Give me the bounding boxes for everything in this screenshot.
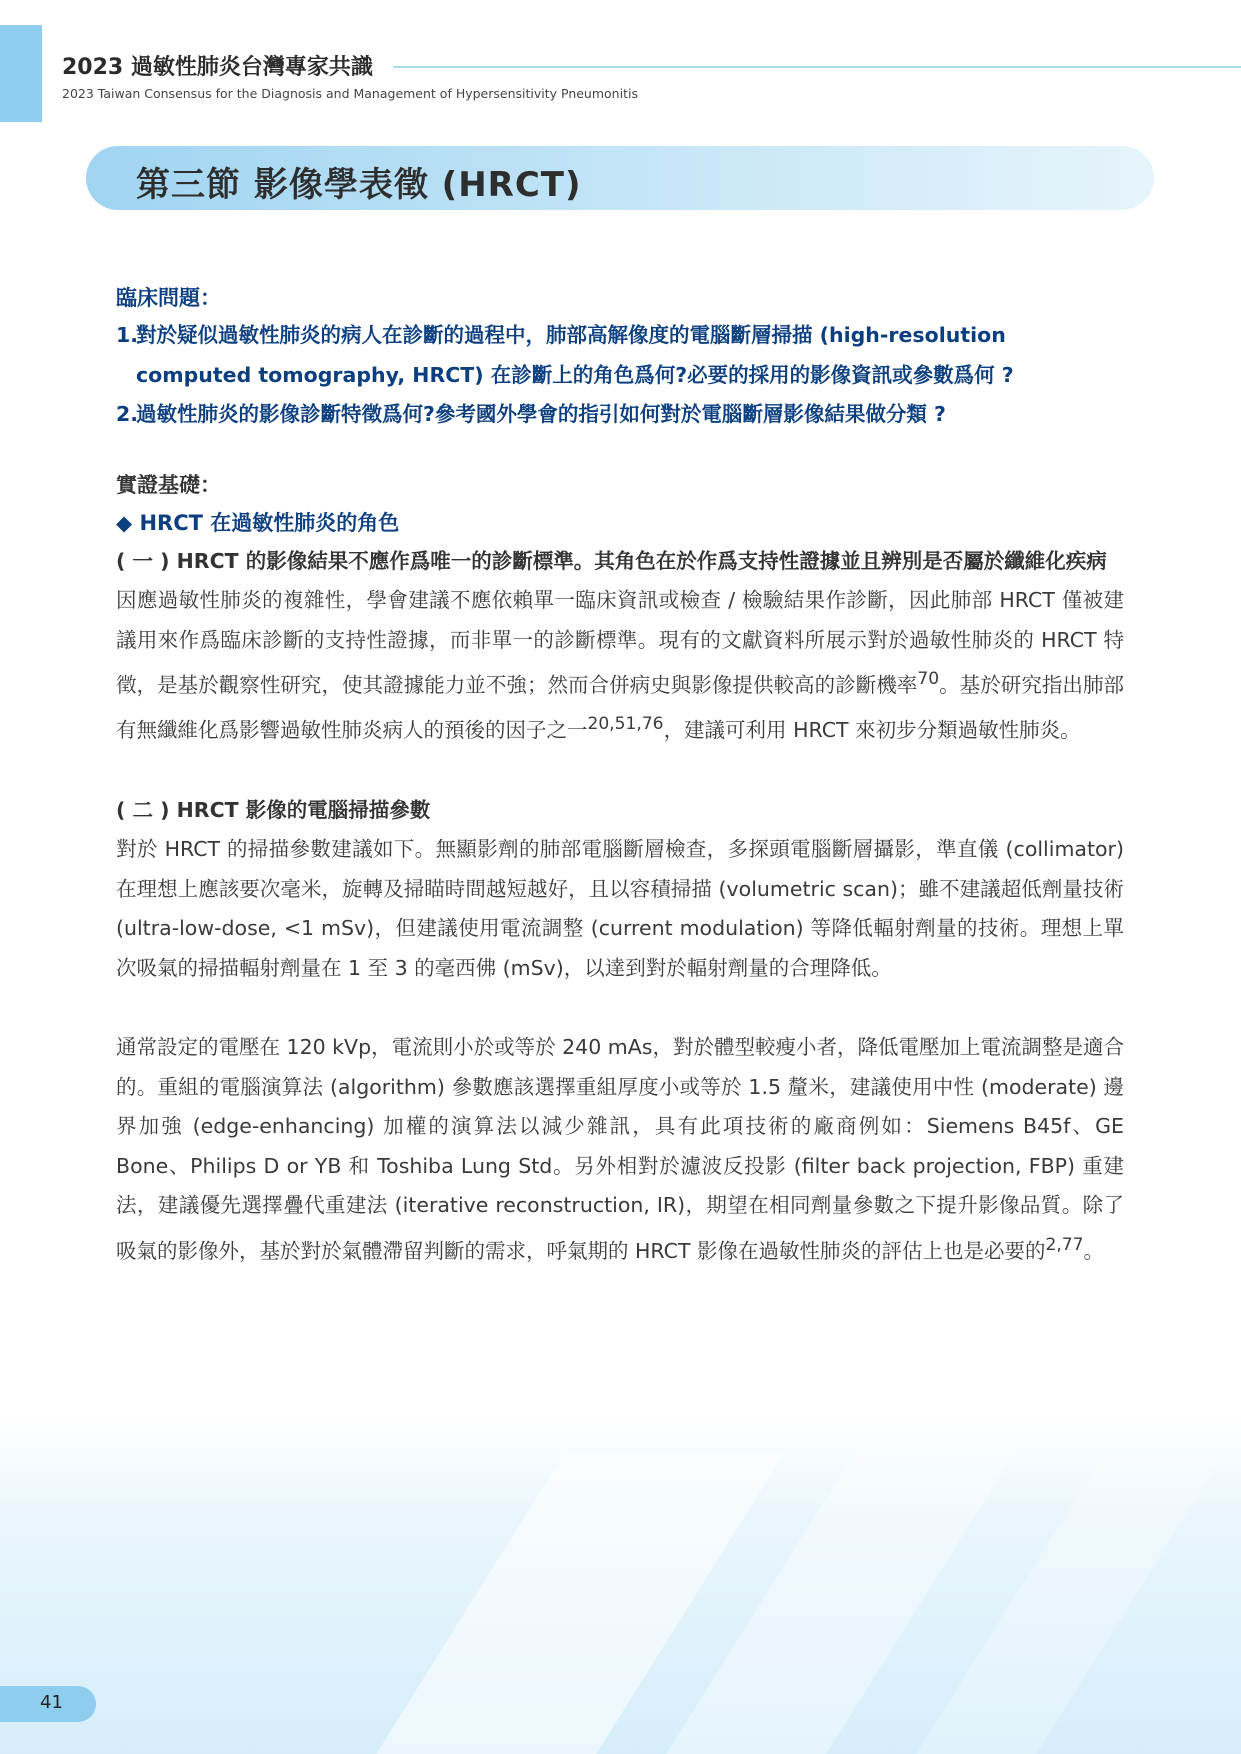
document-title: 2023 過敏性肺炎台灣專家共識 [62,55,373,80]
list-item [116,316,1124,395]
citation: 70 [917,669,940,689]
paragraph-hrct-role [116,581,1124,751]
hrct-role-heading: ◆ HRCT 在過敏性肺炎的角色 [116,510,400,535]
paragraph-text: 通常設定的電壓在 120 kVp，電流則小於或等於 240 mAs，對於體型較瘦小者，降低電壓加上電流調整是適合的。重組的電腦演算法 (algorithm) 參數應該選擇重組厚度小或等於 1.5 釐米，建議使用中性 (moderate) 邊界加強 (edge-enhancing) 加權的演算法以減少雜訊，具有此項技術的廠商例如：Siemens B45f、GE Bone、Philips D or YB 和 Toshiba Lung Std。另外相對於濾波反投影 (filter back projection, FBP) 重建法，建議優先選擇疊代重建法 (iterative reconstruction, IR)，期望在相同劑量參數之下提升影像品質。除了吸氣的影像外，基於對於氣體滯留判斷的需求，呼氣期的 HRCT 影像在過敏性肺炎的評估上也是必要的 [116,1035,1124,1263]
subsection-heading-2: ( 二 ) HRCT 影像的電腦掃描參數 [116,797,431,822]
section-banner [86,146,1154,210]
subsection-heading-1: ( 一 ) HRCT 的影像結果不應作爲唯一的診斷標準。其角色在於作爲支持性證據並且辨別是否屬於纖維化疾病 [116,548,1107,573]
question-number: 2. [116,402,139,426]
main-content [116,280,1124,1271]
document-subtitle: 2023 Taiwan Consensus for the Diagnosis and Management of Hypersensitivity Pneumonitis [62,86,638,101]
list-item [116,395,1124,435]
citation: 2,77 [1045,1234,1084,1255]
spacer [116,988,1124,1028]
page-number-tab [0,1686,96,1722]
header-divider [393,66,1241,68]
page-number: 41 [40,1692,63,1713]
paragraph-scan-parameters: 對於 HRCT 的掃描參數建議如下。無顯影劑的肺部電腦斷層檢查，多探頭電腦斷層攝影，準直儀 (collimator) 在理想上應該要次毫米，旋轉及掃瞄時間越短越好，且以容積掃描 (volumetric scan)；雖不建議超低劑量技術 (ultra-low-dose, <1 mSv)，但建議使用電流調整 (current modulation) 等降低輻射劑量的技術。理想上單次吸氣的掃描輻射劑量在 1 至 3 的毫西佛 (mSv)，以達到對於輻射劑量的合理降低。 [116,837,1124,980]
question-number: 1. [116,323,139,347]
question-text: 對於疑似過敏性肺炎的病人在診斷的過程中，肺部高解像度的電腦斷層掃描 (high-resolution computed tomography, HRCT) 在診斷上的角色爲何?必要的採用的影像資訊或參數爲何 ? [136,323,1014,387]
spacer [116,751,1124,791]
clinical-questions-heading: 臨床問題： [116,286,221,310]
question-text: 過敏性肺炎的影像診斷特徵爲何?參考國外學會的指引如何對於電腦斷層影像結果做分類 ? [136,402,946,426]
citation: 20,51,76 [587,714,664,735]
clinical-questions-list [116,316,1124,435]
header-corner-tab [0,25,42,122]
section-title: 第三節 影像學表徵 (HRCT) [136,165,582,205]
background-gradient [0,1414,1241,1754]
paragraph-text: 。基於研究指出肺部有無纖維化爲影響過敏性肺炎病人的預後的因子之一 [116,672,1125,743]
paragraph-text: ，建議可利用 HRCT 來初步分類過敏性肺炎。 [663,718,1081,743]
paragraph-text: 。 [1083,1238,1105,1263]
evidence-heading: 實證基礎： [116,472,221,497]
paragraph-reconstruction [116,1028,1124,1271]
paragraph-text: 因應過敏性肺炎的複雜性，學會建議不應依賴單一臨床資訊或檢查 / 檢驗結果作診斷，因此肺部 HRCT 僅被建議用來作爲臨床診斷的支持性證據，而非單一的診斷標準。現有的文獻資料所展示對於過敏性肺炎的 HRCT 特徵，是基於觀察性研究，使其證據能力並不強；然而合併病史與影像提供較高的診斷機率 [116,588,1124,697]
